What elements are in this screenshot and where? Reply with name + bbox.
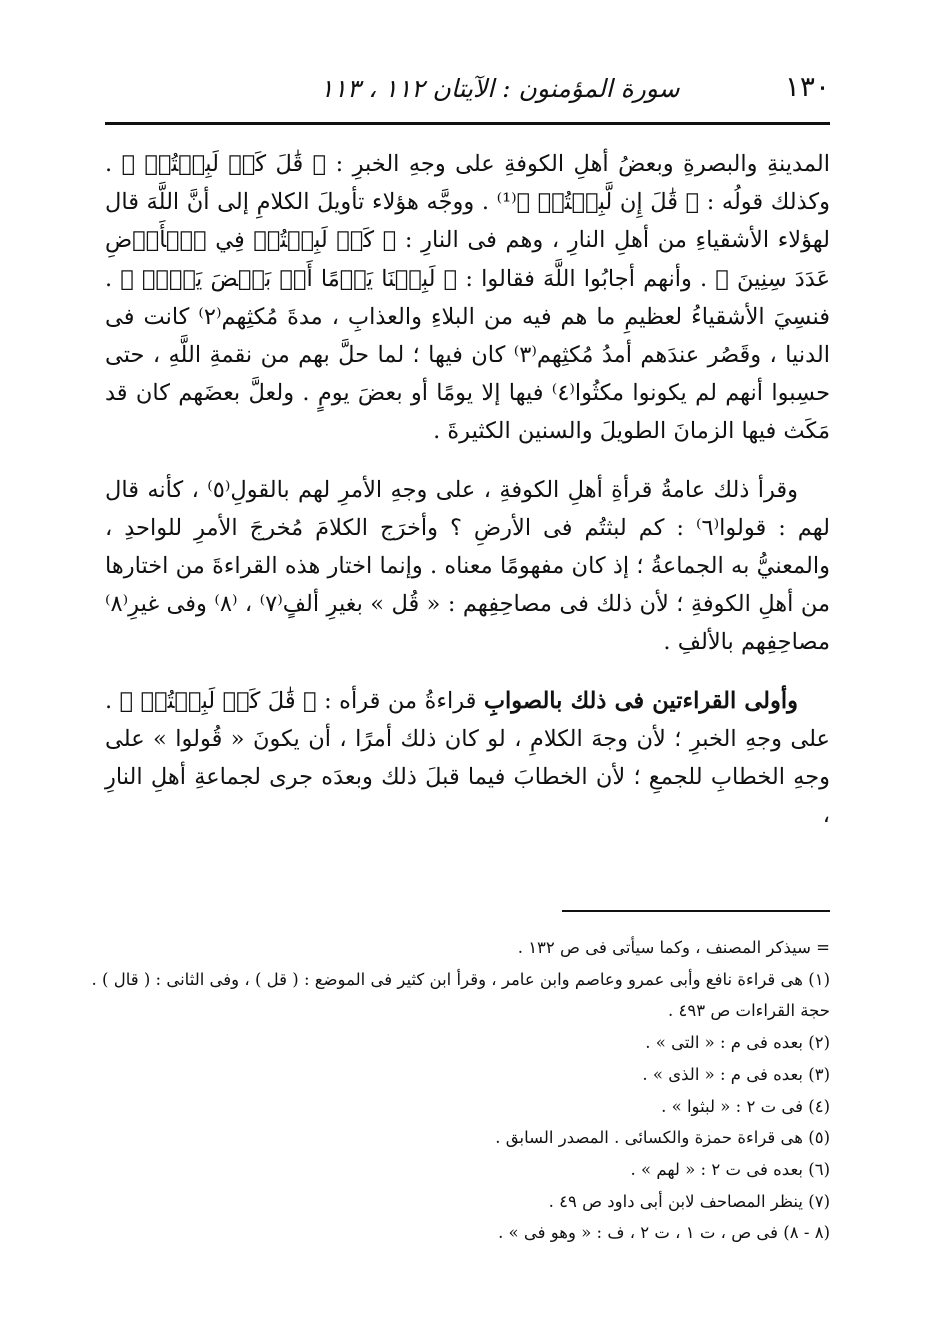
footnote-2: (٢) بعده فى م : « التى » .: [645, 1033, 830, 1053]
paragraph-2: وقرأ ذلك عامةُ قرأةِ أهلِ الكوفةِ ، على وجهِ الأمرِ لهم بالقولِ⁽٥⁾ ، كأنه قال لهم : قولوا⁽٦⁾ : كم لبثتُم فى الأرضِ ؟ وأخرَج الكلامَ مُخرجَ الأمرِ للواحدِ ، والمعنيُّ به الجماعةُ ؛ إذ كان مفهومًا معناه . وإنما اختار هذه القراءةَ من اختارها من أهلِ الكوفةِ ؛ لأن ذلك فى مصاحِفِهم : « قُل » بغيرِ ألفٍ⁽٧⁾ ، ⁽٨⁾ وفى غيرِ⁽٨⁾ مصاحِفِهم بالألفِ .: [105, 476, 830, 656]
footnote-rule: [562, 910, 830, 912]
main-text: [105, 145, 830, 834]
paragraph-3: [105, 682, 830, 835]
footnote-8: (٨ - ٨) فى ص ، ت ١ ، ت ٢ ، ف : « وهو فى » .: [498, 1223, 830, 1243]
footnote-6: (٦) بعده فى ت ٢ : « لهم » .: [630, 1159, 830, 1179]
paragraph-1: المدينةِ والبصرةِ وبعضُ أهلِ الكوفةِ على وجهِ الخبرِ : ﴿ قَٰلَ كَمۡ لَبِثۡتُمۡ ﴾ . وكذلك قولُه : ﴿ قَٰلَ إِن لَّبِثۡتُمۡ ﴾⁽¹⁾ . ووجَّه هؤلاء تأويلَ الكلامِ إلى أنَّ اللَّهَ قال لهؤلاء الأشقياءِ من أهلِ النارِ ، وهم فى النارِ : ﴿ كَمۡ لَبِثۡتُمۡ فِي ٱلۡأَرۡضِ عَدَدَ سِنِينَ ﴾ . وأنهم أجابُوا اللَّهَ فقالوا : ﴿ لَبِثۡنَا يَوۡمًا أَوۡ بَعۡضَ يَوۡمٖ ﴾ . فنسِيَ الأشقياءُ لعظيمِ ما هم فيه من البلاءِ والعذابِ ، مدةَ مُكثِهم⁽٢⁾ كانت فى الدنيا ، وقَصُر عندَهم أمدُ مُكثِهم⁽٣⁾ كان فيها ؛ لما حلَّ بهم من نقمةِ اللَّهِ ، حتى حسِبوا أنهم لم يكونوا مكثُوا⁽٤⁾ فيها إلا يومًا أو بعضَ يومٍ . ولعلَّ بعضَهم كان قد مَكَث فيها الزمانَ الطويلَ والسنين الكثيرةَ .: [105, 151, 831, 445]
footnote-1-continuation: حجة القراءات ص ٤٩٣ .: [668, 1001, 830, 1021]
footnote-continuation: = سيذكر المصنف ، وكما سيأتى فى ص ١٣٢ .: [517, 938, 830, 957]
footnote-3: (٣) بعده فى م : « الذى » .: [642, 1064, 830, 1084]
page-header: [105, 66, 830, 116]
footnotes: [91, 932, 830, 1249]
running-title: سورة المؤمنون : الآيتان ١١٢ ، ١١٣: [320, 74, 680, 103]
paragraph-3-text: قراءةُ من قرأه : ﴿ قَٰلَ كَمۡ لَبِثۡتُمۡ ﴾ . على وجهِ الخبرِ ؛ لأن وجهَ الكلامِ ، لو كان ذلك أمرًا ، أن يكونَ « قُولوا » على وجهِ الخطابِ للجمعِ ؛ لأن الخطابَ فيما قبلَ ذلك وبعدَه جرى لجماعةِ أهلِ النارِ ،: [105, 687, 830, 829]
footnote-4: (٤) فى ت ٢ : « لبثوا » .: [661, 1096, 830, 1116]
page-number: ١٣٠: [784, 70, 830, 103]
footnote-7: (٧) ينظر المصاحف لابن أبى داود ص ٤٩ .: [548, 1191, 830, 1211]
paragraph-3-lead: وأولى القراءتين فى ذلك بالصوابِ: [483, 687, 798, 714]
footnote-1: (١) هى قراءة نافع وأبى عمرو وعاصم وابن عامر ، وقرأ ابن كثير فى الموضع : ( قل ) ، وفى الثانى : ( قال ) .: [91, 969, 830, 989]
footnote-5: (٥) هى قراءة حمزة والكسائى . المصدر السابق .: [495, 1128, 830, 1148]
header-rule: [105, 122, 830, 125]
